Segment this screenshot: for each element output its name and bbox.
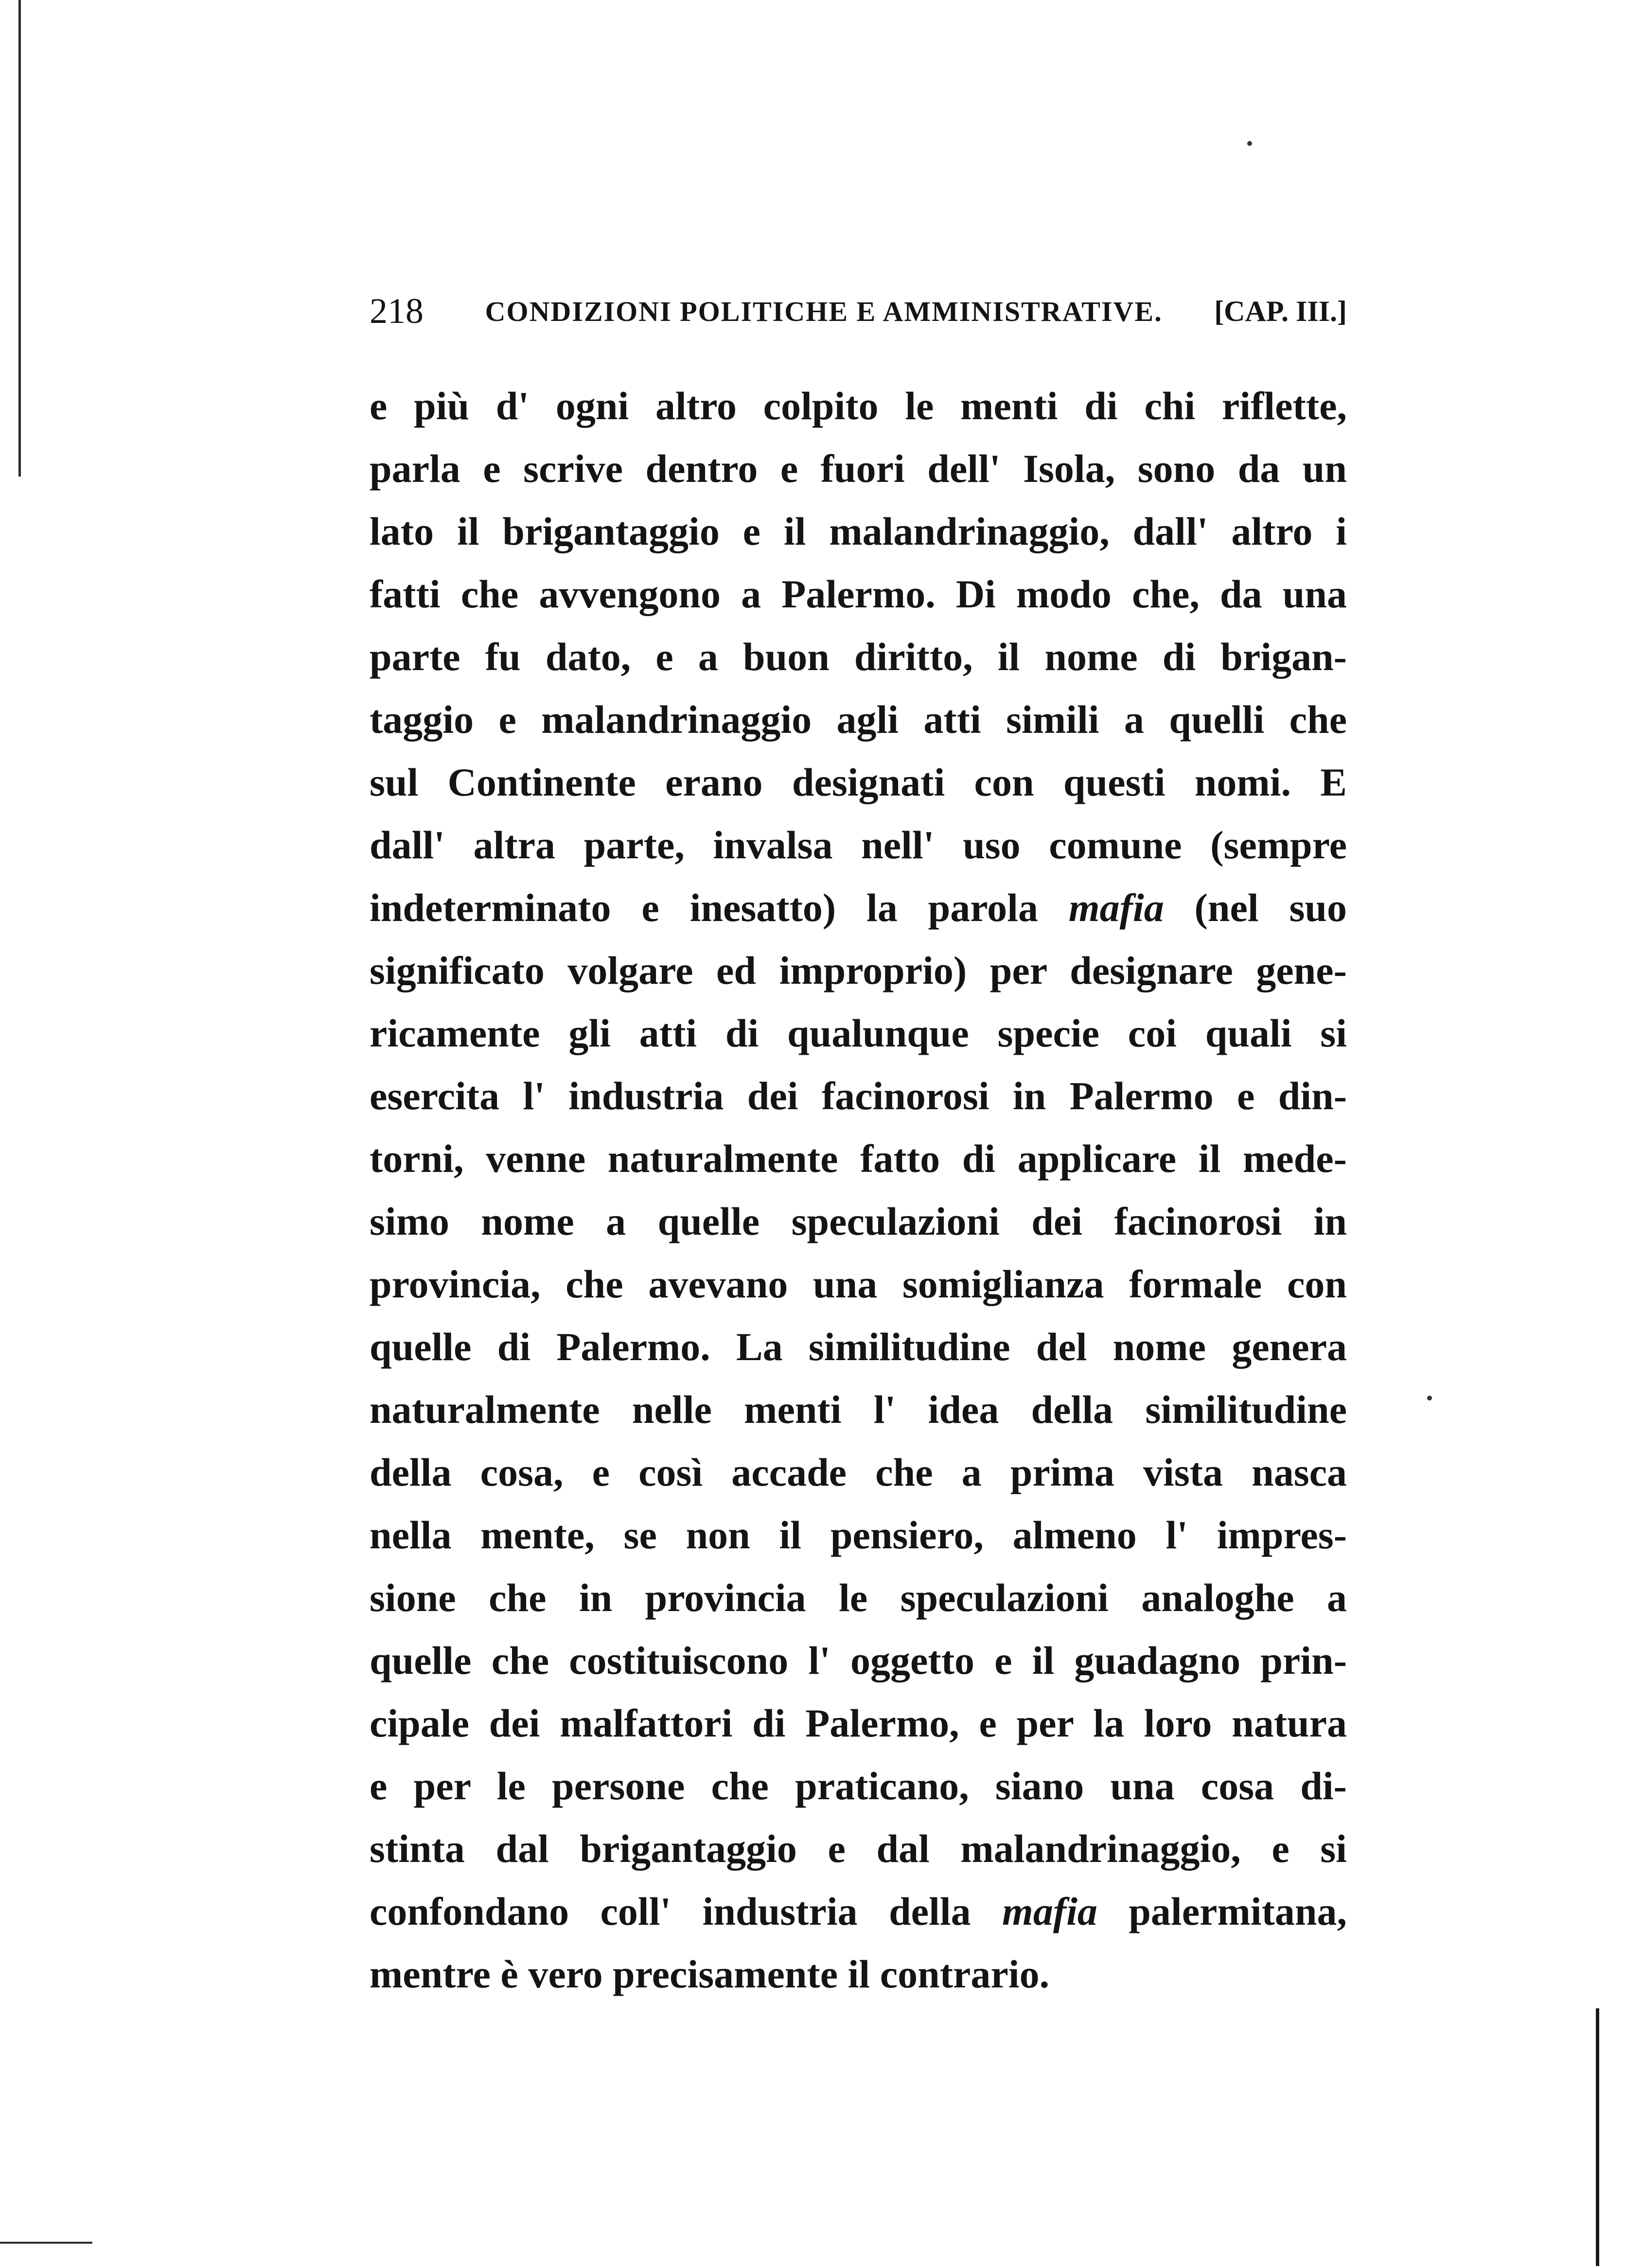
text-line: sul Continente erano designati con questi nomi. E (370, 760, 1347, 804)
text-line: della cosa, e così accade che a prima vista nasca (370, 1450, 1347, 1494)
scan-edge-right (1596, 2008, 1599, 2266)
text-line: significato volgare ed improprio) per designare gene- (370, 948, 1347, 992)
text-line: stinta dal brigantaggio e dal malandrinaggio, e si (370, 1826, 1347, 1871)
text-line: quelle di Palermo. La similitudine del nome genera (370, 1325, 1347, 1369)
italic-term: mafia (1068, 886, 1164, 930)
scan-speck (1247, 141, 1252, 146)
text-line: fatti che avvengono a Palermo. Di modo che, da una (370, 572, 1347, 616)
text-line: naturalmente nelle menti l' idea della similitudine (370, 1387, 1347, 1432)
text-line: dall' altra parte, invalsa nell' uso comune (sempre (370, 823, 1347, 867)
text-line: lato il brigantaggio e il malandrinaggio, dall' altro i (370, 509, 1347, 553)
text-line: mentre è vero precisamente il contrario. (370, 1952, 1050, 1996)
scan-speck (1427, 1396, 1432, 1400)
italic-term: mafia (1002, 1889, 1097, 1933)
text-line: nella mente, se non il pensiero, almeno l' impres- (370, 1513, 1347, 1557)
text-line: ricamente gli atti di qualunque specie coi quali si (370, 1011, 1347, 1055)
text-line: esercita l' industria dei facinorosi in Palermo e din- (370, 1074, 1347, 1118)
text-line: e più d' ogni altro colpito le menti di chi riflette, (370, 384, 1347, 428)
text-line: e per le persone che praticano, siano una cosa di- (370, 1764, 1347, 1808)
page-number: 218 (370, 291, 424, 331)
text-line: sione che in provincia le speculazioni analoghe a (370, 1576, 1347, 1620)
text-line: parla e scrive dentro e fuori dell' Isola, sono da un (370, 446, 1347, 491)
text-line: cipale dei malfattori di Palermo, e per la loro natura (370, 1701, 1347, 1745)
text-segment: (nel suo (1164, 886, 1347, 930)
running-header (370, 282, 1347, 340)
body-paragraph (370, 374, 1347, 2005)
text-line (370, 876, 1347, 939)
text-line: provincia, che avevano una somiglianza formale con (370, 1262, 1347, 1306)
scan-edge-left (18, 0, 21, 477)
text-segment: confondano coll' industria della (370, 1889, 1003, 1933)
running-title: CONDIZIONI POLITICHE E AMMINISTRATIVE. (485, 295, 1163, 327)
text-line (370, 1880, 1347, 1943)
chapter-reference: [CAP. III.] (1214, 295, 1347, 327)
text-line: taggio e malandrinaggio agli atti simili a quelli che (370, 697, 1347, 742)
text-line: torni, venne naturalmente fatto di applicare il mede- (370, 1136, 1347, 1181)
text-line: quelle che costituiscono l' oggetto e il guadagno prin- (370, 1638, 1347, 1683)
text-segment: indeterminato e inesatto) la parola (370, 886, 1069, 930)
scan-edge-bottom (0, 2242, 92, 2244)
text-segment: palermitana, (1097, 1889, 1347, 1933)
text-line: parte fu dato, e a buon diritto, il nome di brigan- (370, 635, 1347, 679)
text-line: simo nome a quelle speculazioni dei facinorosi in (370, 1199, 1347, 1243)
